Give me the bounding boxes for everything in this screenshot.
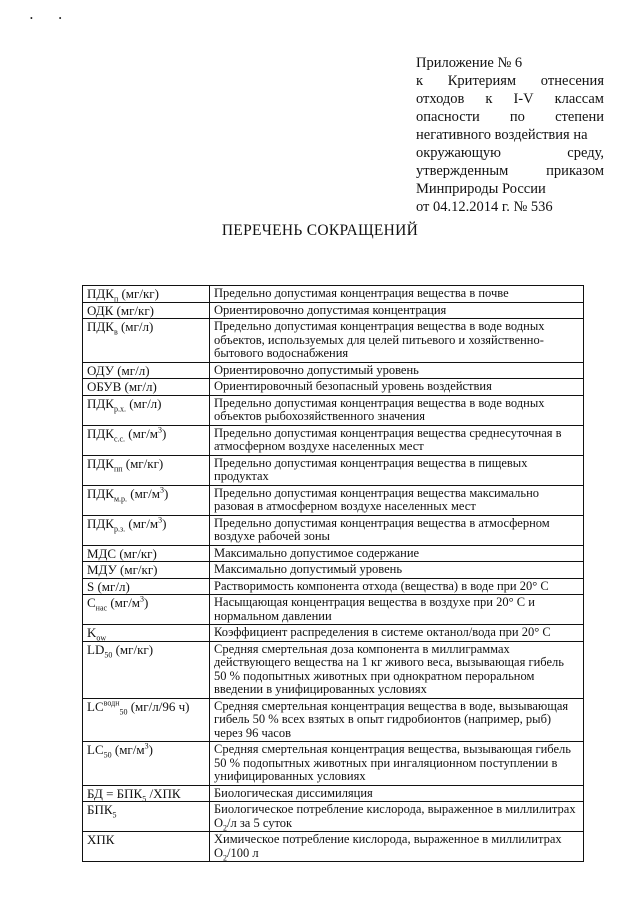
abbreviation-term: $ПДК_{р.з.}$ $(мг/м^3)$ — [83, 515, 210, 545]
abbreviation-term: $K_{ow}$ — [83, 625, 210, 642]
table-row — [83, 302, 584, 319]
abbreviation-term: БД = $БПК_5$ /ХПК — [83, 785, 210, 802]
abbreviation-term: $ПДК_{с.с.}$ $(мг/м^3)$ — [83, 425, 210, 455]
table-row — [83, 641, 584, 698]
table-row — [83, 578, 584, 595]
table-row — [83, 286, 584, 303]
appendix-header — [416, 54, 604, 216]
abbreviation-definition: Предельно допустимая концентрация вещества максимально разовая в атмосферном воздухе населенных мест — [210, 485, 584, 515]
scan-marks: • • — [30, 14, 74, 23]
abbreviations-table — [82, 285, 584, 862]
table-row — [83, 625, 584, 642]
appendix-line: негативного воздействия на — [416, 127, 588, 143]
table-row — [83, 395, 584, 425]
abbreviation-term: $БПК_5$ — [83, 802, 210, 832]
abbreviation-term: ОДУ (мг/л) — [83, 362, 210, 379]
abbreviation-definition: Средняя смертельная концентрация вещества в воде, вызывающая гибель 50 % всех взятых в опыт гидробионтов (например, рыб) через 96 часов — [210, 698, 584, 742]
abbreviation-term: $ПДК_{пп}$ (мг/кг) — [83, 455, 210, 485]
abbreviation-definition: Насыщающая концентрация вещества в воздухе при 20° С и нормальном давлении — [210, 595, 584, 625]
abbreviation-definition: Коэффициент распределения в системе октанол/вода при 20° С — [210, 625, 584, 642]
abbreviation-term: S (мг/л) — [83, 578, 210, 595]
table-row — [83, 698, 584, 742]
table-row — [83, 832, 584, 862]
abbreviation-term: ХПК — [83, 832, 210, 862]
appendix-line: Минприроды России — [416, 181, 546, 197]
abbreviations-table-body — [83, 286, 584, 862]
abbreviation-term: $LC^{водн}_{50}$ (мг/л/96 ч) — [83, 698, 210, 742]
abbreviation-definition: Предельно допустимая концентрация вещества в почве — [210, 286, 584, 303]
table-row — [83, 485, 584, 515]
abbreviation-term: $ПДК_{м.р.}$ $(мг/м^3)$ — [83, 485, 210, 515]
abbreviation-definition: Растворимость компонента отхода (вещества) в воде при 20° С — [210, 578, 584, 595]
abbreviation-definition: Биологическое потребление кислорода, выраженное в миллилитрах $О_2/л$ за 5 суток — [210, 802, 584, 832]
table-row — [83, 562, 584, 579]
abbreviation-term: $LD_{50}$ (мг/кг) — [83, 641, 210, 698]
appendix-line: окружающую среду, — [416, 145, 604, 161]
table-row — [83, 515, 584, 545]
table-row — [83, 379, 584, 396]
appendix-line: утвержденным приказом — [416, 163, 604, 179]
abbreviation-definition: Ориентировочный безопасный уровень воздействия — [210, 379, 584, 396]
abbreviation-definition: Предельно допустимая концентрация вещества в воде водных объектов, используемых для целей питьевого и хозяйственно-бытового водоснабжения — [210, 319, 584, 363]
appendix-line: Приложение № 6 — [416, 55, 523, 71]
table-row — [83, 595, 584, 625]
appendix-line: к Критериям отнесения — [416, 73, 604, 89]
table-row — [83, 545, 584, 562]
abbreviation-term: МДУ (мг/кг) — [83, 562, 210, 579]
abbreviation-term: $С_{нас}$ $(мг/м^3)$ — [83, 595, 210, 625]
table-row — [83, 455, 584, 485]
page-title: ПЕРЕЧЕНЬ СОКРАЩЕНИЙ — [221, 222, 419, 239]
table-row — [83, 785, 584, 802]
table-row — [83, 802, 584, 832]
table-row — [83, 319, 584, 363]
table-row — [83, 742, 584, 786]
table-row — [83, 362, 584, 379]
abbreviation-term: ОБУВ (мг/л) — [83, 379, 210, 396]
appendix-line: отходов к I-V классам — [416, 91, 604, 107]
appendix-line: опасности по степени — [416, 109, 604, 125]
abbreviation-term: $ПДК_п$ (мг/кг) — [83, 286, 210, 303]
abbreviation-definition: Ориентировочно допустимая концентрация — [210, 302, 584, 319]
abbreviation-term: $ПДК_в$ (мг/л) — [83, 319, 210, 363]
abbreviation-definition: Химическое потребление кислорода, выраженное в миллилитрах $О_2/100$ л — [210, 832, 584, 862]
abbreviation-definition: Средняя смертельная доза компонента в миллиграммах действующего вещества на 1 кг живого веса, вызывающая гибель 50 % подопытных животных при однократном пероральном введении в унифицированных условиях — [210, 641, 584, 698]
abbreviation-term: МДС (мг/кг) — [83, 545, 210, 562]
abbreviation-definition: Ориентировочно допустимый уровень — [210, 362, 584, 379]
table-row — [83, 425, 584, 455]
abbreviation-definition: Средняя смертельная концентрация вещества, вызывающая гибель 50 % подопытных животных при ингаляционном поступлении в унифицированных условиях — [210, 742, 584, 786]
abbreviation-term: $ПДК_{р.х.}$ (мг/л) — [83, 395, 210, 425]
abbreviation-definition: Максимально допустимый уровень — [210, 562, 584, 579]
abbreviation-term: ОДК (мг/кг) — [83, 302, 210, 319]
abbreviation-definition: Максимально допустимое содержание — [210, 545, 584, 562]
appendix-line: от 04.12.2014 г. № 536 — [416, 199, 553, 215]
abbreviation-definition: Предельно допустимая концентрация вещества в атмосферном воздухе рабочей зоны — [210, 515, 584, 545]
abbreviation-definition: Предельно допустимая концентрация вещества среднесуточная в атмосферном воздухе населенных мест — [210, 425, 584, 455]
abbreviation-term: $LC_{50}$ $(мг/м^3)$ — [83, 742, 210, 786]
abbreviation-definition: Предельно допустимая концентрация вещества в воде водных объектов рыбохозяйственного значения — [210, 395, 584, 425]
abbreviation-definition: Биологическая диссимиляция — [210, 785, 584, 802]
abbreviation-definition: Предельно допустимая концентрация вещества в пищевых продуктах — [210, 455, 584, 485]
